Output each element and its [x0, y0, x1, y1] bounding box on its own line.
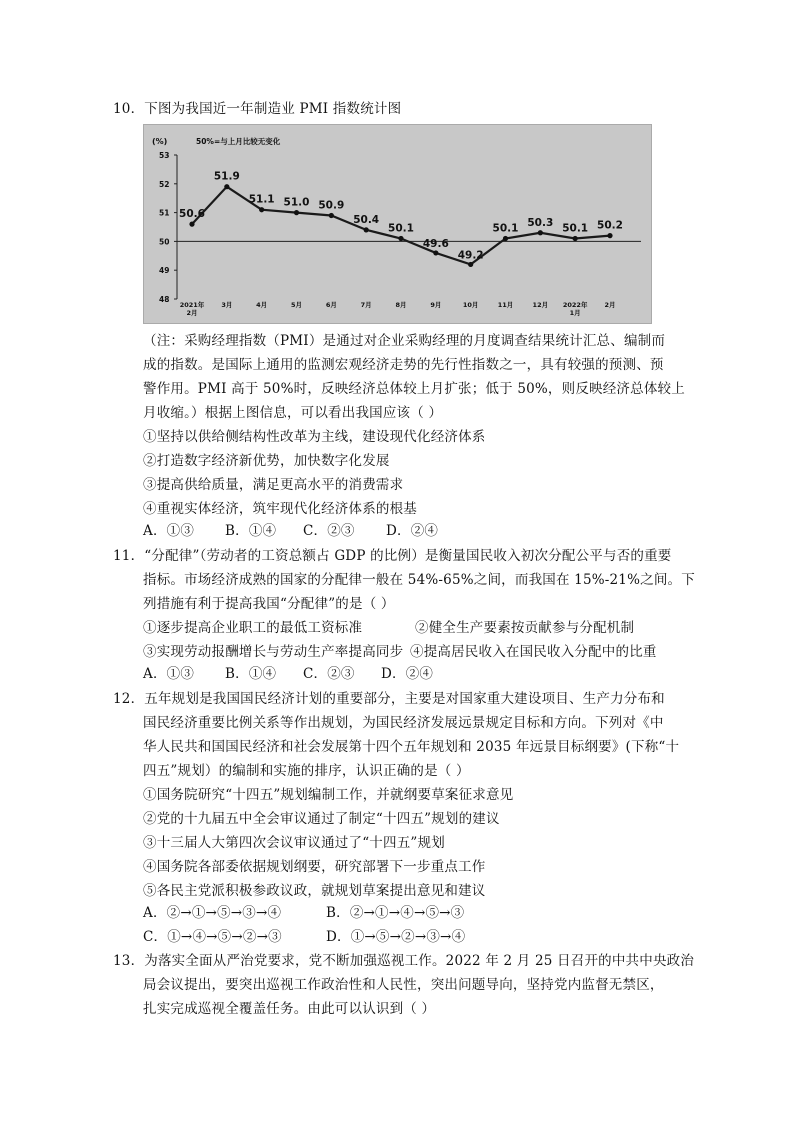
q13-line-2: 局会议提出，要突出巡视工作政治性和人民性，突出问题导向，坚持党内监督无禁区， [143, 977, 664, 993]
q12-choice-d[interactable]: D．①→⑤→②→③→④ [326, 929, 466, 945]
q12-item-5: ⑤各民主党派积极参政议政，就规划草案提出意见和建议 [143, 883, 486, 899]
q10-choice-b[interactable]: B．①④ [225, 523, 277, 539]
data-label: 51.0 [283, 196, 310, 209]
q10-choice-d[interactable]: D．②④ [386, 523, 439, 539]
data-label: 50.1 [492, 222, 519, 235]
pmi-chart-svg [144, 125, 651, 323]
q10-item-3: ③提高供给质量，满足更高水平的消费需求 [143, 477, 404, 493]
pmi-chart [143, 124, 652, 324]
x-tick-label: 12月 [532, 301, 549, 309]
q11-choice-c[interactable]: C．②③ [303, 666, 355, 682]
data-point [189, 222, 194, 227]
q12-line-1: 12．五年规划是我国国民经济计划的重要部分，主要是对国家重大建设项目、生产力分布和 [113, 691, 665, 707]
data-point [294, 210, 299, 215]
x-tick-label: 3月 [221, 301, 233, 309]
q12-line-2: 国民经济重要比例关系等作出规划，为国民经济发展远景规定目标和方向。下列对《中 [143, 715, 664, 731]
x-tick-label: 6月 [325, 301, 337, 309]
x-tick-label: 2021年 [179, 301, 205, 309]
y-unit-label: (%) [152, 137, 168, 146]
x-tick-label: 2022年 [562, 301, 588, 309]
y-tick-label: 51 [159, 208, 170, 218]
q11-item-2: ②健全生产要素按贡献参与分配机制 [415, 620, 635, 636]
q11-line-3: 列措施有利于提高我国“分配律”的是（ ） [143, 596, 395, 612]
x-tick-label: 1月 [569, 309, 581, 317]
data-point [364, 227, 369, 232]
x-tick-label: 8月 [395, 301, 407, 309]
y-tick-label: 53 [159, 151, 170, 160]
q13-line-3: 扎实完成巡视全覆盖任务。由此可以认识到（ ） [143, 1001, 436, 1017]
q10-title: 10．下图为我国近一年制造业 PMI 指数统计图 [113, 101, 402, 117]
data-point [329, 213, 334, 218]
q10-note-line-3: 警作用。PMI 高于 50%时，反映经济总体较上月扩张；低于 50%，则反映经济总体较上 [143, 381, 685, 397]
data-label: 50.6 [179, 208, 205, 221]
q11-choice-a[interactable]: A．①③ [143, 666, 195, 682]
x-tick-label: 9月 [430, 301, 442, 309]
x-tick-label: 5月 [290, 301, 303, 309]
x-tick-label: 4月 [256, 301, 268, 309]
q12-choice-c[interactable]: C．①→④→⑤→②→③ [143, 929, 282, 945]
q10-item-4: ④重视实体经济，筑牢现代化经济体系的根基 [143, 501, 417, 517]
q12-item-4: ④国务院各部委依据规划纲要，研究部署下一步重点工作 [143, 859, 486, 875]
q10-note-line-2: 成的指数。是国际上通用的监测宏观经济走势的先行性指数之一，具有较强的预测、预 [143, 357, 664, 373]
chart-note: 50%=与上月比较无变化 [196, 137, 281, 146]
data-point [538, 230, 543, 235]
q12-item-2: ②党的十九届五中全会审议通过了制定“十四五”规划的建议 [143, 811, 500, 827]
q12-line-4: 四五”规划）的编制和实施的排序，认识正确的是（ ） [143, 763, 470, 779]
data-point [433, 250, 438, 255]
q10-note-line-1: （注：采购经理指数（PMI）是通过对企业采购经理的月度调查结果统计汇总、编制而 [143, 333, 666, 349]
q11-choices [143, 664, 433, 684]
data-label: 51.9 [213, 170, 240, 183]
x-tick-label: 7月 [360, 301, 372, 309]
data-label: 49.2 [457, 249, 484, 262]
y-tick-label: 48 [159, 295, 170, 304]
data-point [468, 262, 473, 267]
y-tick-label: 52 [159, 179, 170, 189]
q12-line-3: 华人民共和国国民经济和社会发展第十四个五年规划和 2035 年远景目标纲要》(下称“十 [143, 739, 680, 755]
x-tick-label: 11月 [497, 301, 514, 309]
q10-item-1: ①坚持以供给侧结构性改革为主线，建设现代化经济体系 [143, 429, 486, 445]
data-label: 50.4 [353, 213, 380, 226]
data-point [607, 233, 612, 238]
data-label: 50.3 [527, 216, 554, 229]
q10-choice-c[interactable]: C．②③ [303, 523, 355, 539]
data-label: 50.1 [388, 222, 414, 235]
data-point [224, 184, 229, 189]
data-label: 49.6 [422, 237, 449, 250]
q10-note-line-4: 月收缩。）根据上图信息，可以看出我国应该（ ） [143, 405, 443, 421]
q10-item-2: ②打造数字经济新优势，加快数字化发展 [143, 453, 390, 469]
data-point [259, 207, 264, 212]
data-label: 50.2 [597, 219, 623, 232]
x-tick-label: 2月 [186, 309, 198, 317]
x-tick-label: 10月 [462, 301, 479, 309]
q10-choices [143, 521, 438, 541]
q11-line-2: 指标。市场经济成熟的国家的分配律一般在 54%-65%之间，而我国在 15%-21%之间。下 [143, 572, 695, 588]
q11-item-4: ④提高居民收入在国民收入分配中的比重 [410, 644, 657, 660]
data-point [398, 236, 403, 241]
q11-item-3: ③实现劳动报酬增长与劳动生产率提高同步 [143, 644, 404, 660]
q10-choice-a[interactable]: A．①③ [143, 523, 195, 539]
data-point [573, 236, 578, 241]
data-label: 50.9 [318, 199, 345, 212]
q12-item-3: ③十三届人大第四次会议审议通过了“十四五”规划 [143, 835, 445, 851]
y-tick-label: 50 [159, 237, 170, 247]
y-tick-label: 49 [159, 266, 170, 276]
q11-line-1: 11．“分配律”（劳动者的工资总额占 GDP 的比例）是衡量国民收入初次分配公平与否的重要 [113, 548, 672, 564]
data-label: 51.1 [248, 193, 275, 206]
data-label: 50.1 [562, 222, 589, 235]
q12-choice-b[interactable]: B．②→①→④→⑤→③ [326, 905, 465, 921]
q12-choices-row-2 [143, 927, 465, 947]
q12-choices-row-1 [143, 903, 464, 923]
q13-line-1: 13．为落实全面从严治党要求，党不断加强巡视工作。2022 年 2 月 25 日召开的中共中央政治 [113, 953, 695, 969]
q12-item-1: ①国务院研究“十四五”规划编制工作，并就纲要草案征求意见 [143, 787, 514, 803]
q11-choice-d[interactable]: D．②④ [381, 666, 434, 682]
x-tick-label: 2月 [604, 301, 616, 309]
q11-choice-b[interactable]: B．①④ [225, 666, 277, 682]
q12-choice-a[interactable]: A．②→①→⑤→③→④ [143, 905, 282, 921]
q11-item-1: ①逐步提高企业职工的最低工资标准 [143, 620, 363, 636]
data-point [503, 236, 508, 241]
